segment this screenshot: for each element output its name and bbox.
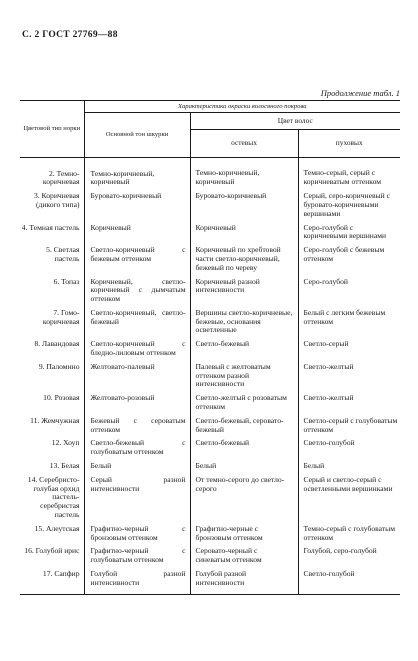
down-hair-cell: Светло-серый (298, 337, 400, 360)
table-row (20, 459, 400, 473)
color-type-cell: 3. Коричневая (дикого типа) (33, 191, 80, 209)
color-type-cell: 13. Белая (49, 461, 80, 471)
base-tone-cell: Коричневый (84, 221, 190, 244)
guard-hair-cell: Коричневый по хребтовой части светло-коричневый, бежевый по череву (190, 243, 298, 274)
table-row (20, 360, 400, 391)
down-hair-cell: Темно-серый с голубоватым оттенком (298, 522, 400, 545)
color-characteristics-table (20, 100, 400, 595)
table-continuation-label: Продолжение табл. 1 (320, 88, 400, 98)
table-row (20, 306, 400, 337)
color-type-cell: 14. Серебристо-голубая орхид пастель-серебристая пастель (27, 474, 80, 520)
base-tone-cell: Желтовато-палевый (84, 360, 190, 391)
down-hair-cell: Светло-серый с голубоватым оттенком (298, 414, 400, 437)
table-row (20, 544, 400, 567)
color-type-cell: 11. Жемчужная (30, 415, 80, 425)
base-tone-cell: Светло-бежевый с голубоватым оттенком (84, 436, 190, 459)
base-tone-cell: Графитно-черный с бронзовым оттенком (84, 522, 190, 545)
table-row (20, 243, 400, 274)
table-row (20, 473, 400, 522)
table-row (20, 157, 400, 189)
bottom-rule-cell (298, 590, 400, 595)
guard-hair-cell: От темно-серого до светло-серого (190, 473, 298, 522)
bottom-rule-cell (190, 590, 298, 595)
guard-hair-cell: Серовато-черный с синеватым оттенком (190, 544, 298, 567)
down-hair-cell: Серый, серо-коричневый с буровато-коричневыми вершинами (298, 189, 400, 220)
down-hair-cell: Серый и светло-серый с осветленными вершинками (298, 473, 400, 522)
guard-hair-cell: Голубой разной интенсивности (190, 567, 298, 590)
down-hair-cell: Светло-голубой (298, 567, 400, 590)
color-type-cell: 17. Сапфир (42, 569, 80, 579)
table-row (20, 414, 400, 437)
base-tone-cell: Светло-коричневый с бледно-лиловым оттенком (84, 337, 190, 360)
guard-hair-cell: Вершины светло-коричневые, бежевые, основания осветленные (190, 306, 298, 337)
table-bottom-rule (20, 590, 400, 595)
down-hair-cell: Серо-голубой (298, 275, 400, 306)
color-type-cell: 9. Паломино (38, 361, 80, 371)
table-row (20, 567, 400, 590)
page-header: С. 2 ГОСТ 27769—88 (22, 30, 118, 40)
down-hair-cell: Серо-голубой с коричневыми вершинами (298, 221, 400, 244)
color-type-cell: 12. Хоуп (51, 438, 80, 448)
table-row (20, 436, 400, 459)
guard-hair-cell: Светло-бежевый (190, 337, 298, 360)
base-tone-cell: Темно-коричневый, коричневый (84, 157, 190, 189)
base-tone-cell: Голубой разной интенсивности (84, 567, 190, 590)
color-type-cell: 5. Светлая пастель (46, 245, 80, 263)
down-hair-cell: Светло-желтый (298, 360, 400, 391)
base-tone-cell: Бежевый с сероватым оттенком (84, 414, 190, 437)
color-type-cell: 16. Голубой ирис (24, 546, 80, 556)
guard-hair-cell: Графитно-черные с бронзовым оттенком (190, 522, 298, 545)
guard-hair-cell: Светло-бежевый, серовато-бежевый (190, 414, 298, 437)
header-hair-color: Цвет волос (190, 113, 400, 130)
down-hair-cell: Светло-голубой (298, 436, 400, 459)
guard-hair-cell: Буровато-коричневый (190, 189, 298, 220)
table-row (20, 189, 400, 220)
base-tone-cell: Буровато-коричневый (84, 189, 190, 220)
base-tone-cell: Белый (84, 459, 190, 473)
down-hair-cell: Белый с легким бежевым оттенком (298, 306, 400, 337)
header-color-characteristics: Характеристика окраски волосяного покрова (84, 101, 400, 113)
color-type-cell: 4. Темная пастель (21, 222, 80, 232)
guard-hair-cell: Белый (190, 459, 298, 473)
down-hair-cell: Голубой, серо-голубой (298, 544, 400, 567)
guard-hair-cell: Палевый с желтоватым оттенком разной интенсивности (190, 360, 298, 391)
guard-hair-cell: Коричневый разной интенсивности (190, 275, 298, 306)
base-tone-cell: Светло-коричневый с бежевым оттенком (84, 243, 190, 274)
base-tone-cell: Светло-коричневый, светло-бежевый (84, 306, 190, 337)
header-guard-hair: остевых (190, 130, 298, 157)
table-row (20, 275, 400, 306)
header-down-hair: пуховых (298, 130, 400, 157)
color-type-cell: 7. Гомо-коричневая (42, 307, 80, 326)
base-tone-cell: Желтовато-розовый (84, 391, 190, 414)
guard-hair-cell: Светло-желтый с розоватым оттенком (190, 391, 298, 414)
down-hair-cell: Светло-желтый (298, 391, 400, 414)
base-tone-cell: Коричневый, светло-коричневый с дымчатым оттенком (84, 275, 190, 306)
guard-hair-cell: Темно-коричневый, коричневый (190, 157, 298, 189)
guard-hair-cell: Коричневый (190, 221, 298, 244)
down-hair-cell: Белый (298, 459, 400, 473)
color-type-cell: 10. Розовая (43, 393, 80, 403)
table-row (20, 391, 400, 414)
bottom-rule-cell (20, 590, 84, 595)
bottom-rule-cell (84, 590, 190, 595)
header-base-tone: Основной тон шкурки (84, 113, 190, 157)
color-type-cell: 2. Темно-коричневая (42, 168, 80, 187)
color-type-cell: 8. Лавандовая (34, 339, 80, 349)
color-type-cell: 15. Алеутская (34, 523, 80, 533)
header-color-type: Цветовой тип норки (20, 101, 84, 158)
down-hair-cell: Темно-серый, серый с коричневатым оттенком (298, 157, 400, 189)
guard-hair-cell: Светло-бежевый (190, 436, 298, 459)
table-body (20, 157, 400, 594)
base-tone-cell: Графитно-черный с голубоватым оттенком (84, 544, 190, 567)
table-row (20, 337, 400, 360)
table-row (20, 522, 400, 545)
table-row (20, 221, 400, 244)
color-type-cell: 6. Топаз (53, 276, 80, 286)
base-tone-cell: Серый разной интенсивности (84, 473, 190, 522)
down-hair-cell: Серо-голубой с бежевым оттенком (298, 243, 400, 274)
